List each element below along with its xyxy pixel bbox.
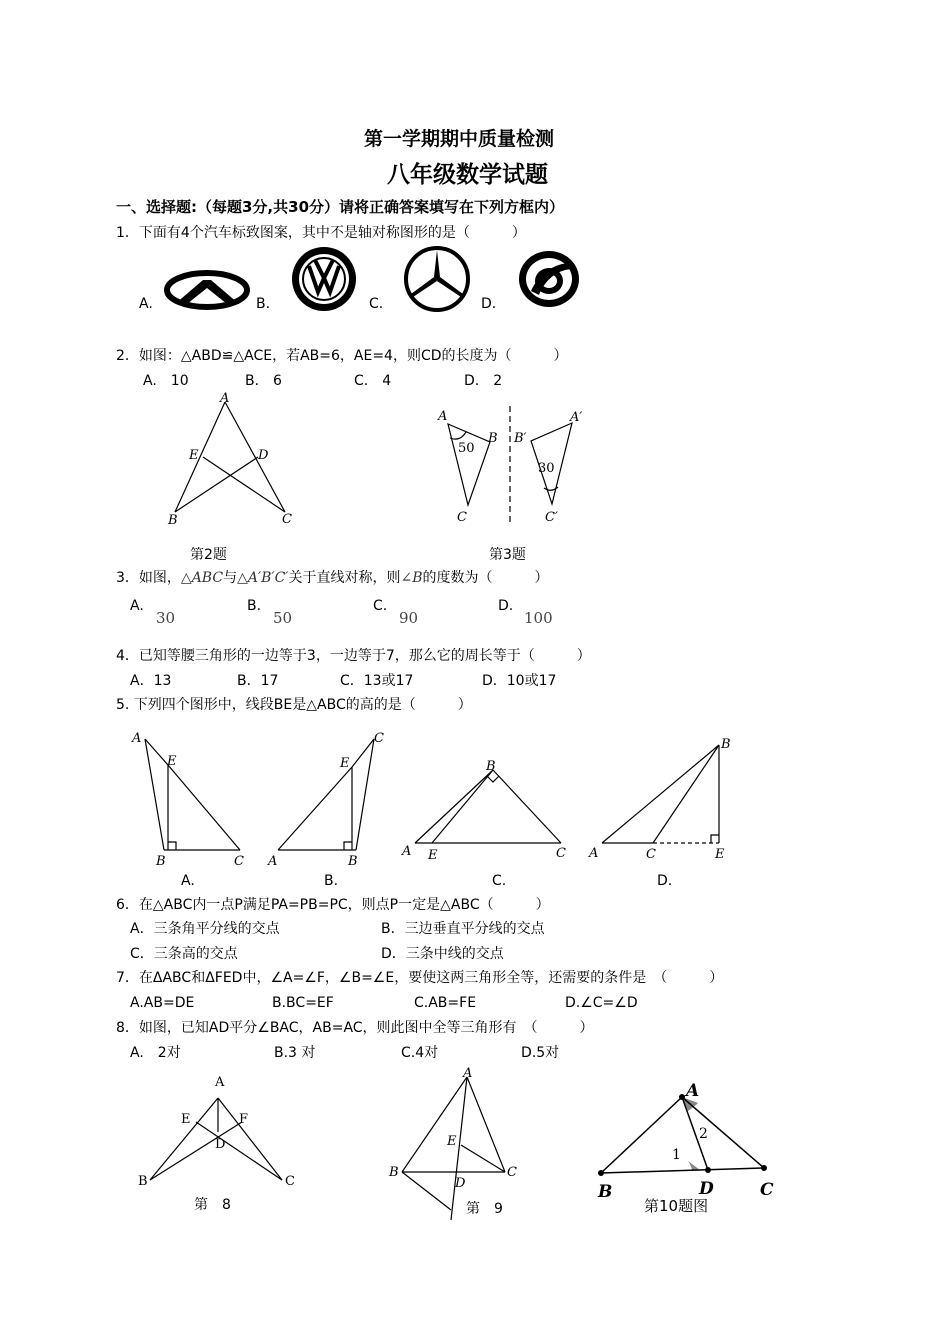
q3-label: B′: [514, 431, 527, 446]
q8-label: F: [239, 1112, 249, 1127]
q2-label: B: [168, 513, 178, 528]
q3-stem-mid2: 关于直线对称，则: [288, 570, 401, 586]
q7-stem: 7．在ΔABC和ΔFED中，∠A=∠F，∠B=∠E，要使这两三角形全等，还需要的条件是 （ ）: [116, 970, 724, 986]
q10-figure: [590, 1075, 790, 1200]
q8-option-b: B.3 对: [274, 1045, 316, 1061]
q5-figure-c: [398, 760, 578, 865]
q3-option-d: D.: [498, 598, 514, 614]
q3-figure: [430, 400, 590, 530]
q3-angle: ∠B: [400, 570, 423, 586]
q2-option-c: C. 4: [354, 373, 392, 389]
q3-value-a: 30: [156, 609, 176, 627]
q2-label: A: [220, 391, 230, 406]
q1-stem: 1．下面有4个汽车标致图案，其中不是轴对称图形的是（ ）: [116, 225, 526, 241]
q3-triangle-1: △ABC: [180, 570, 224, 586]
q3-label: C: [457, 510, 467, 525]
q3-label: B: [488, 431, 498, 446]
q3-value-b: 50: [273, 609, 293, 627]
q2-stem: 2．如图：△ABD≌△ACE，若AB=6，AE=4，则CD的长度为（ ）: [116, 348, 568, 364]
q5-option-b: B.: [324, 873, 339, 889]
q2-option-b: B. 6: [245, 373, 282, 389]
q4-stem: 4．已知等腰三角形的一边等于3，一边等于7，那么它的周长等于（ ）: [116, 648, 591, 664]
exam-subtitle: 八年级数学试题: [387, 162, 548, 188]
q2-label: D: [258, 448, 269, 463]
q5a-label: E: [167, 754, 177, 769]
q5b-label: C: [374, 731, 384, 746]
q10-label: A: [686, 1081, 700, 1101]
q3-value-d: 100: [524, 609, 553, 627]
q1-option-b: B.: [256, 296, 271, 312]
q2-caption: 第2题: [190, 547, 227, 563]
q8-caption: 第 8: [194, 1197, 231, 1213]
q10-label: B: [598, 1182, 613, 1202]
q9-label: C: [507, 1165, 517, 1180]
q5c-label: E: [428, 848, 438, 863]
q5-figure-d: [585, 730, 745, 865]
q3-option-b: B.: [247, 598, 262, 614]
q4-option-a: A．13: [130, 673, 172, 689]
q3-angle-label: 30: [538, 461, 555, 476]
q5-option-c: C.: [492, 873, 507, 889]
q3-label: C′: [545, 510, 558, 525]
q10-label: D: [699, 1179, 714, 1199]
q5c-label: B: [486, 759, 496, 774]
q2-label: C: [282, 512, 292, 527]
q9-label: B: [389, 1165, 399, 1180]
q9-label: E: [447, 1134, 457, 1149]
q5b-label: B: [348, 854, 358, 869]
q8-option-d: D.5对: [521, 1045, 560, 1061]
q1-option-a: A.: [139, 296, 153, 312]
q7-option-a: A.AB=DE: [130, 995, 195, 1011]
q8-figure: [130, 1070, 305, 1195]
q2-label: E: [189, 448, 199, 463]
q8-label: E: [181, 1112, 191, 1127]
q8-option-a: A. 2对: [130, 1045, 181, 1061]
q9-label: D: [455, 1176, 466, 1191]
q3-triangle-2: △A′B′C′: [237, 570, 289, 586]
dongfeng-logo-icon: [517, 249, 581, 309]
q3-label: A: [438, 409, 448, 424]
q9-figure: [385, 1065, 535, 1225]
q5-stem: 5. 下列四个图形中，线段BE是△ABC的高的是（ ）: [116, 697, 472, 713]
q5-option-d: D.: [657, 873, 673, 889]
q5-option-a: A.: [181, 873, 195, 889]
q5b-label: A: [268, 854, 278, 869]
q6-option-b: B．三边垂直平分线的交点: [381, 921, 545, 937]
q3-stem-suffix: 的度数为（ ）: [422, 570, 549, 586]
q3-stem-prefix: 3．如图，: [116, 570, 181, 586]
q3-caption: 第3题: [489, 547, 526, 563]
q5a-label: B: [156, 854, 166, 869]
q10-label: C: [760, 1180, 774, 1200]
q8-label: D: [215, 1137, 226, 1152]
q8-label: C: [285, 1174, 295, 1189]
q3-value-c: 90: [399, 609, 419, 627]
q3-option-c: C.: [373, 598, 388, 614]
q3-stem-mid: 与: [223, 570, 238, 586]
q6-option-a: A．三条角平分线的交点: [130, 921, 280, 937]
infiniti-logo-icon: [165, 270, 249, 310]
q5a-label: C: [234, 854, 244, 869]
section-heading: 一、选择题:（每题3分,共30分）请将正确答案填写在下列方框内）: [116, 198, 565, 216]
q2-option-a: A. 10: [143, 373, 189, 389]
q8-label: A: [215, 1075, 225, 1090]
q8-option-c: C.4对: [401, 1045, 439, 1061]
q1-option-c: C.: [369, 296, 384, 312]
q3-angle-label: 50: [458, 441, 475, 456]
q5d-label: A: [589, 846, 599, 861]
q2-figure: [160, 390, 310, 530]
q4-option-b: B．17: [237, 673, 279, 689]
q5-figure-b: [262, 725, 397, 870]
q5d-label: B: [721, 737, 731, 752]
exam-title: 第一学期期中质量检测: [364, 128, 555, 150]
q5c-label: A: [402, 844, 412, 859]
q5d-label: C: [646, 847, 656, 862]
q2-option-d: D. 2: [464, 373, 503, 389]
q4-option-c: C．13或17: [340, 673, 414, 689]
q5c-label: C: [556, 846, 566, 861]
q6-stem: 6．在△ABC内一点P满足PA=PB=PC，则点P一定是△ABC（ ）: [116, 897, 550, 913]
q8-label: B: [138, 1174, 148, 1189]
volkswagen-logo-icon: [291, 246, 357, 312]
mercedes-logo-icon: [403, 246, 471, 312]
q5d-label: E: [715, 847, 725, 862]
q6-option-d: D．三条中线的交点: [381, 946, 504, 962]
q9-label: A: [463, 1066, 473, 1081]
q1-option-d: D.: [481, 296, 497, 312]
q4-option-d: D．10或17: [482, 673, 557, 689]
q3-label: A′: [570, 410, 583, 425]
q7-option-b: B.BC=EF: [272, 995, 334, 1011]
q6-option-c: C．三条高的交点: [130, 946, 238, 962]
q7-option-c: C.AB=FE: [414, 995, 477, 1011]
q3-stem: [116, 569, 549, 587]
q5a-label: A: [132, 731, 142, 746]
q10-caption: 第10题图: [644, 1197, 709, 1215]
q3-option-a: A.: [130, 598, 144, 614]
q5-figure-a: [130, 725, 255, 870]
q9-caption: 第 9: [466, 1201, 503, 1217]
q5b-label: E: [340, 756, 350, 771]
q8-stem: 8．如图，已知AD平分∠BAC，AB=AC，则此图中全等三角形有 （ ）: [116, 1020, 594, 1036]
q10-angle-label: 2: [699, 1126, 708, 1142]
q7-option-d: D.∠C=∠D: [565, 995, 638, 1011]
q10-angle-label: 1: [672, 1147, 681, 1163]
